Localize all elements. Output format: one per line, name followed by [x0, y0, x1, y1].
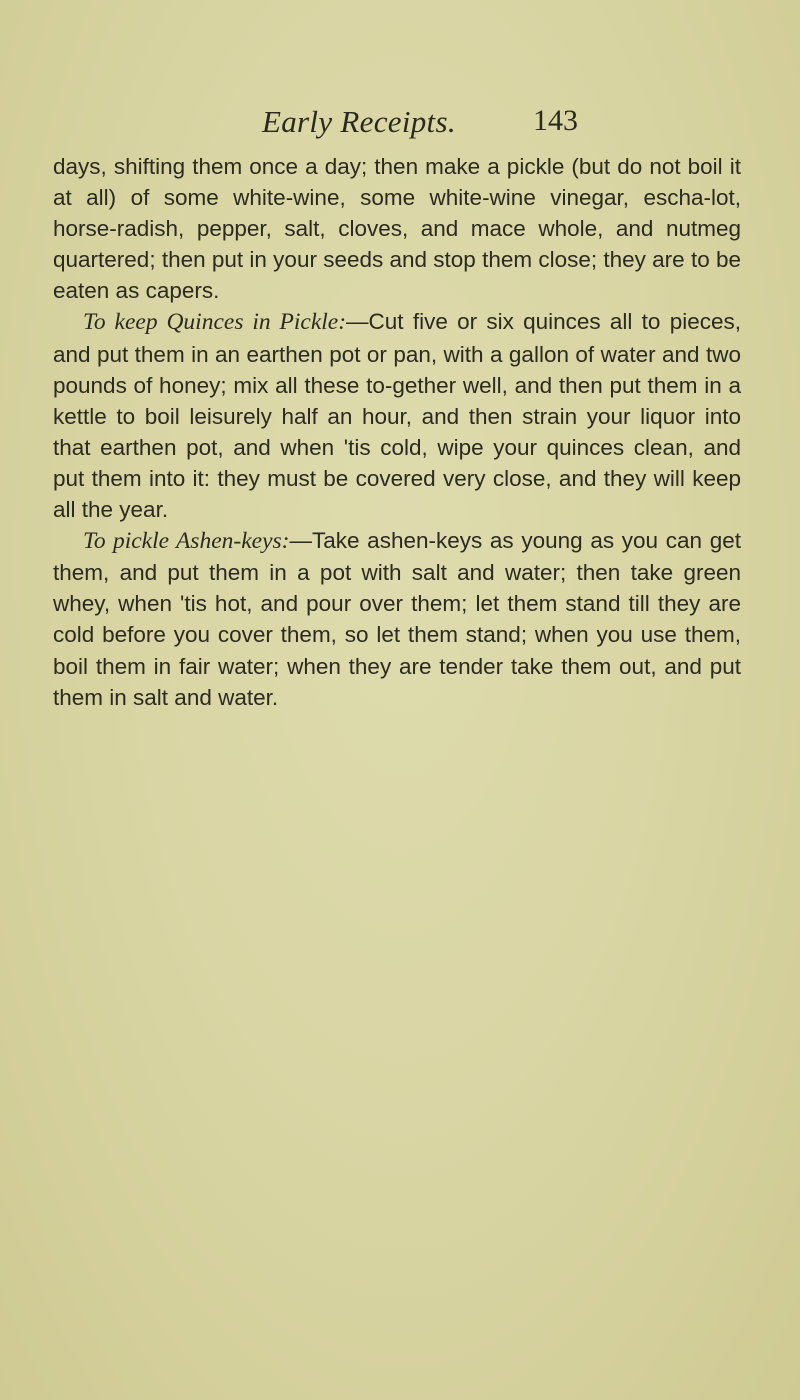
recipe-text: —Take ashen-keys as young as you can get them, and put them in a pot with salt and water; then take green whey, when 'tis hot, and pour over them; let them stand till they are cold before you cover them, so let them stand; when you use them, boil them in fair water; when they are tender take them out, and put them in salt and water. — [53, 528, 741, 710]
continuation-paragraph: days, shifting them once a day; then make a pickle (but do not boil it at all) of some white-wine, some white-wine vinegar, escha-lot, horse-radish, pepper, salt, cloves, and mace whole, and nutmeg quartered; then put in your seeds and stop them close; they are to be eaten as capers. — [53, 154, 741, 304]
running-head — [0, 104, 800, 148]
recipe-ashen-keys — [53, 525, 741, 713]
body-text — [53, 151, 741, 713]
recipe-title: To pickle Ashen-keys: — [83, 528, 290, 555]
recipe-quinces — [53, 306, 741, 525]
recipe-title: To keep Quinces in Pickle: — [83, 309, 347, 336]
recipe-text: —Cut five or six quinces all to pieces, and put them in an earthen pot or pan, with a gallon of water and two pounds of honey; mix all these to-gether well, and then put them in a kettle to boil leisurely half an hour, and then strain your liquor into that earthen pot, and when 'tis cold, wipe your quinces clean, and put them into it: they must be covered very close, and they will keep all the year. — [53, 309, 741, 523]
running-title: Early Receipts. — [262, 104, 456, 139]
page-number: 143 — [533, 104, 578, 137]
